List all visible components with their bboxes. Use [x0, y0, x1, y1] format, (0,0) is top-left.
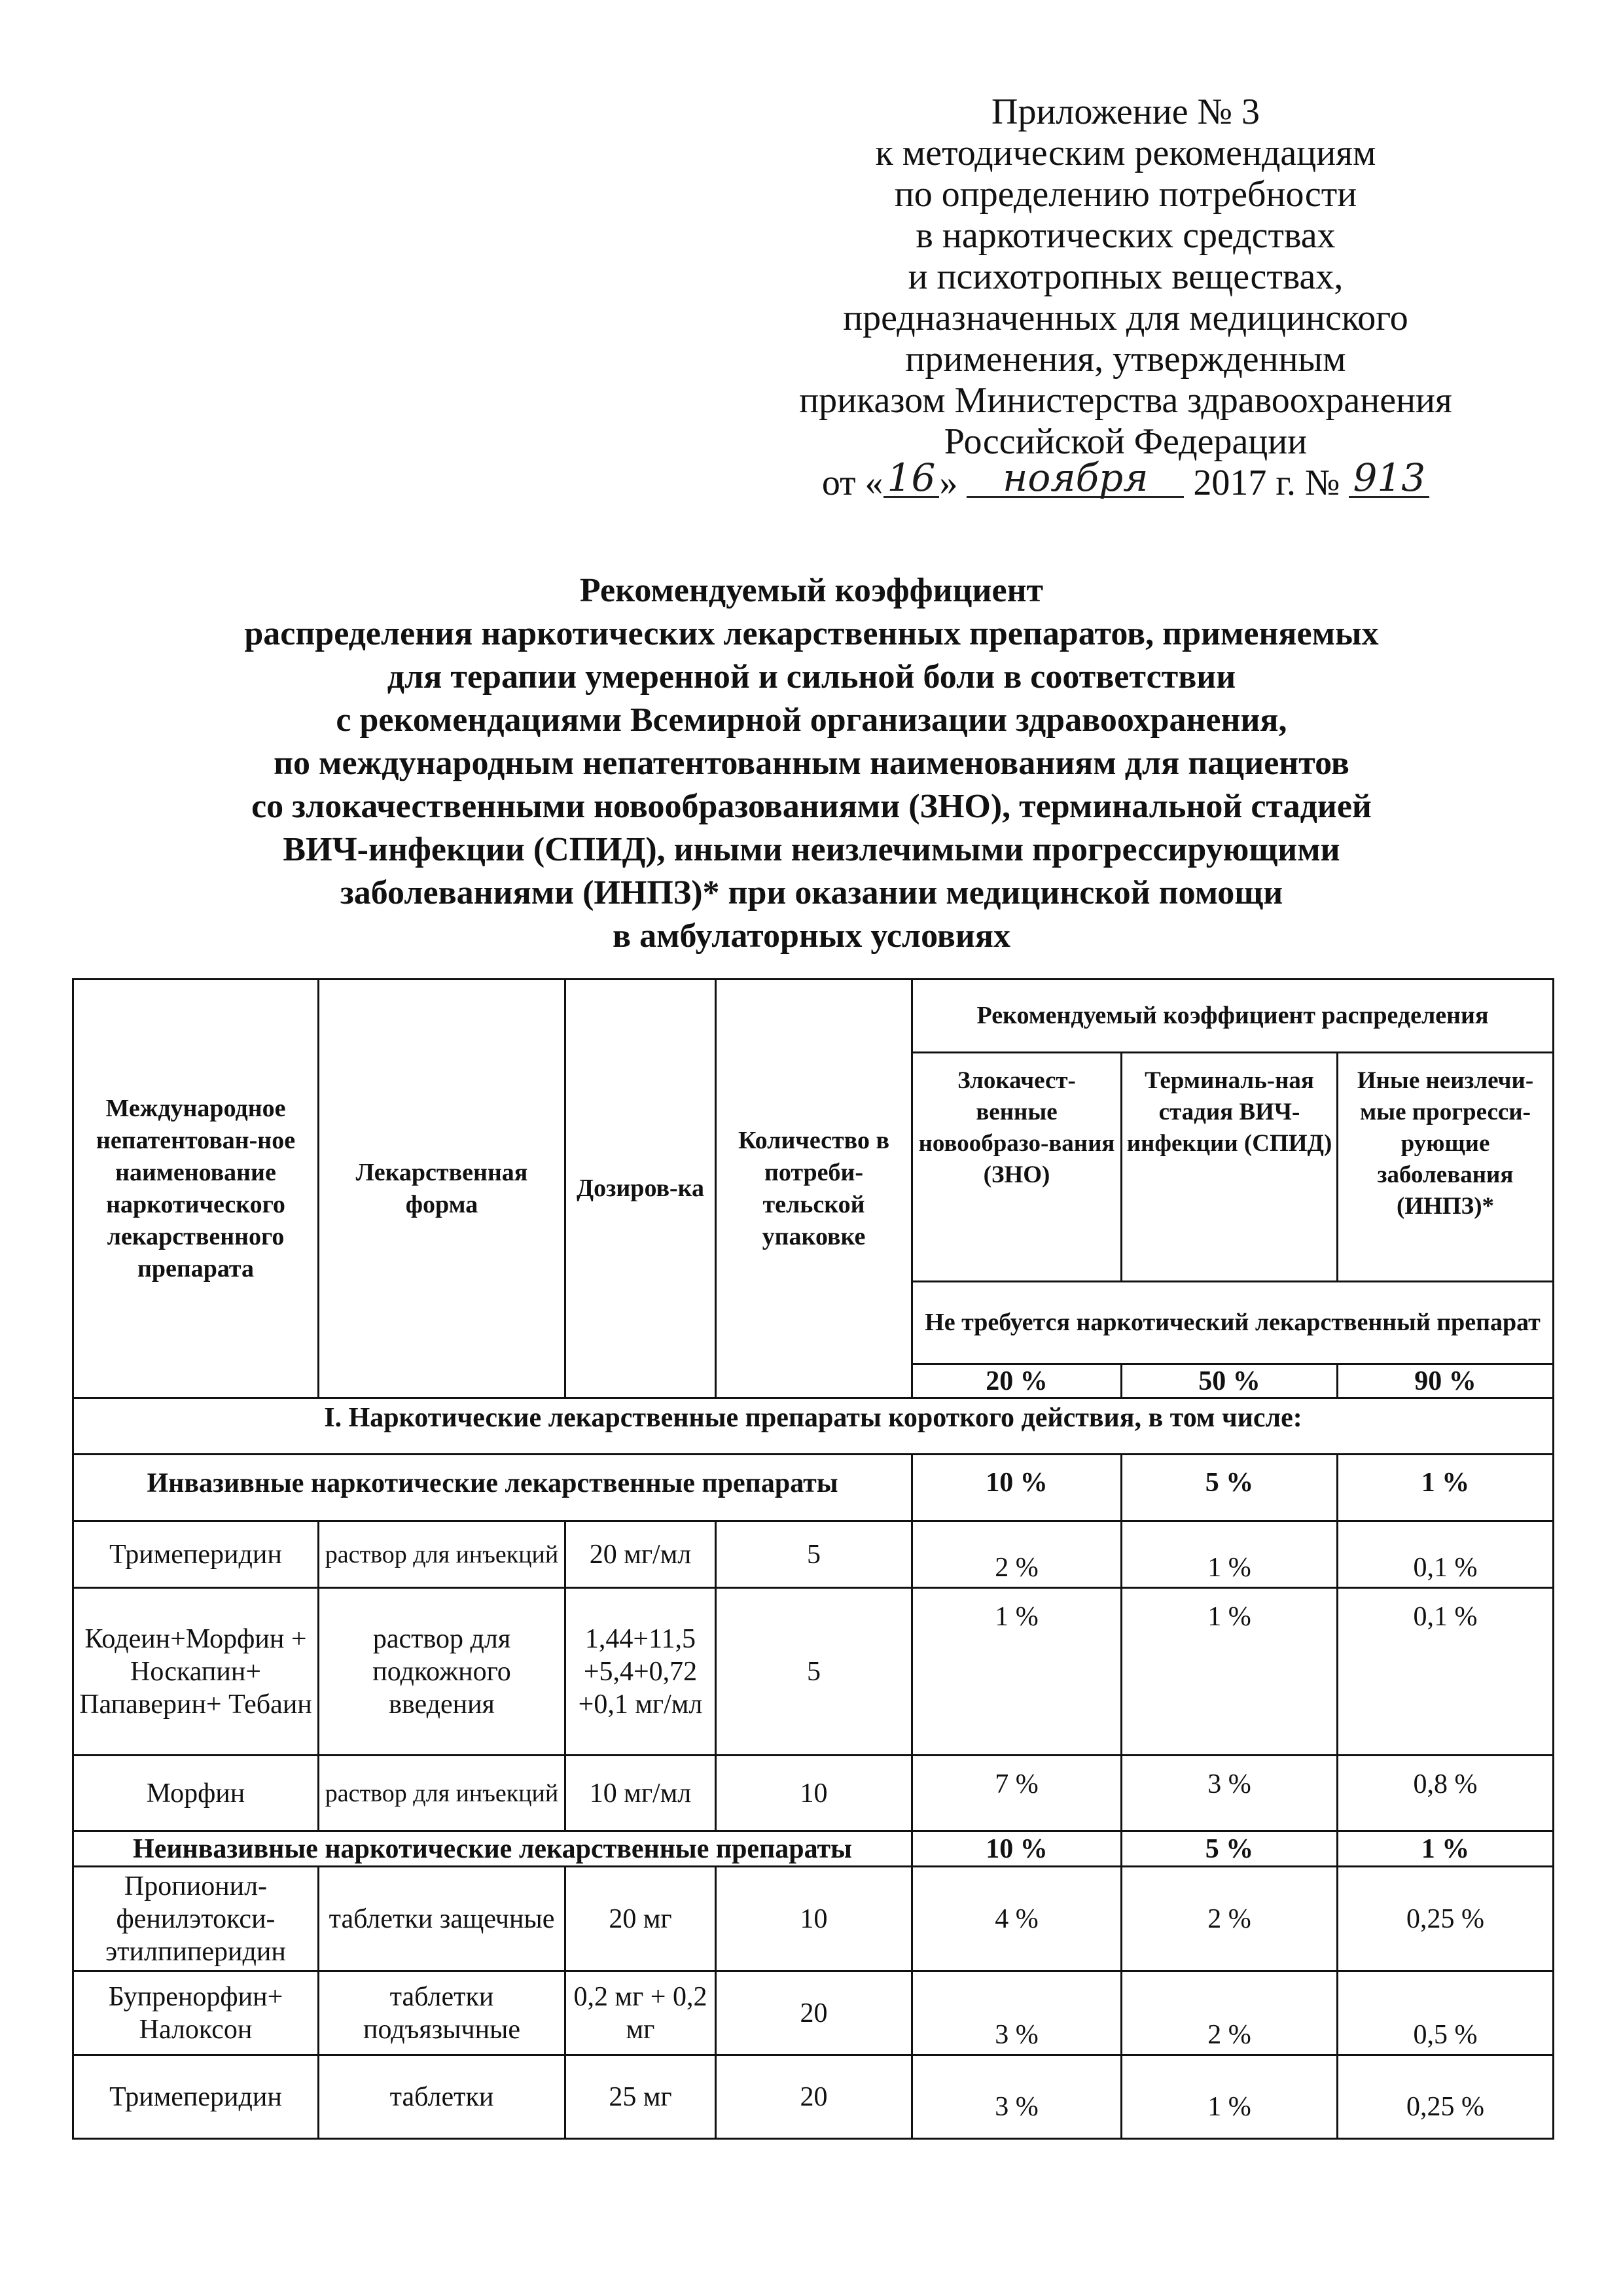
drug-name: Бупренорфин+ Налоксон	[73, 1971, 319, 2055]
subsection-row	[73, 1831, 1554, 1867]
handwritten-month: ноября	[967, 459, 1184, 498]
table-row	[73, 2055, 1554, 2139]
drug-name: Кодеин+Морфин + Носкапин+ Папаверин+ Тебаин	[73, 1588, 319, 1756]
drug-qty: 10	[716, 1756, 912, 1831]
table-row	[73, 1971, 1554, 2055]
drug-form: таблетки подъязычные	[319, 1971, 565, 2055]
handwritten-order-number: 913	[1349, 459, 1429, 498]
pct-inpz: 90 %	[1338, 1364, 1554, 1398]
appendix-line: по определению потребности	[894, 174, 1357, 215]
drug-zno: 4 %	[912, 1867, 1122, 1971]
pct-spid: 50 %	[1122, 1364, 1338, 1398]
drug-name: Тримеперидин	[73, 2055, 319, 2139]
drug-inpz: 0,25 %	[1338, 1867, 1554, 1971]
handwritten-day: 16	[883, 459, 940, 498]
coefficient-table	[72, 978, 1554, 2140]
invasive-inpz: 1 %	[1338, 1455, 1554, 1521]
order-date-line	[766, 455, 1486, 504]
appendix-line: к методическим рекомендациям	[875, 133, 1376, 173]
header-inpz: Иные неизлечи-мые прогресси-рующие заболевания (ИНПЗ)*	[1338, 1053, 1554, 1282]
title-line: заболеваниями (ИНПЗ)* при оказании медицинской помощи	[340, 874, 1283, 911]
appendix-header	[766, 92, 1486, 504]
drug-name: Морфин	[73, 1756, 319, 1831]
invasive-zno: 10 %	[912, 1455, 1122, 1521]
drug-zno: 2 %	[912, 1521, 1122, 1588]
drug-name: Тримеперидин	[73, 1521, 319, 1588]
drug-form: раствор для инъекций	[319, 1521, 565, 1588]
header-zno: Злокачест-венные новообразо-вания (ЗНО)	[912, 1053, 1122, 1282]
title-line: со злокачественными новообразованиями (ЗНО), терминальной стадией	[251, 788, 1372, 825]
header-spid: Терминаль-ная стадия ВИЧ-инфекции (СПИД)	[1122, 1053, 1338, 1282]
title-line: ВИЧ-инфекции (СПИД), иными неизлечимыми прогрессирующими	[283, 831, 1340, 868]
section-title: I. Наркотические лекарственные препараты короткого действия, в том числе:	[73, 1398, 1554, 1455]
drug-spid: 1 %	[1122, 1521, 1338, 1588]
drug-form: таблетки	[319, 2055, 565, 2139]
drug-dose: 10 мг/мл	[565, 1756, 716, 1831]
drug-spid: 2 %	[1122, 1971, 1338, 2055]
drug-form: раствор для инъекций	[319, 1756, 565, 1831]
drug-inpz: 0,5 %	[1338, 1971, 1554, 2055]
title-line: для терапии умеренной и сильной боли в соответствии	[387, 658, 1236, 696]
drug-form: раствор для подкожного введения	[319, 1588, 565, 1756]
drug-zno: 1 %	[912, 1588, 1122, 1756]
header-form: Лекарственная форма	[319, 980, 565, 1398]
appendix-line: применения, утвержденным	[905, 339, 1346, 380]
title-line: по международным непатентованным наименованиям для пациентов	[274, 745, 1349, 782]
header-qty: Количество в потреби-тельской упаковке	[716, 980, 912, 1398]
drug-zno: 7 %	[912, 1756, 1122, 1831]
drug-spid: 1 %	[1122, 1588, 1338, 1756]
noninvasive-spid: 5 %	[1122, 1831, 1338, 1867]
title-line: с рекомендациями Всемирной организации здравоохранения,	[336, 701, 1287, 739]
document-title	[65, 569, 1558, 958]
appendix-line: и психотропных веществах,	[908, 256, 1344, 297]
title-line: Рекомендуемый коэффициент	[579, 572, 1044, 609]
drug-inpz: 0,25 %	[1338, 2055, 1554, 2139]
subsection-noninvasive: Неинвазивные наркотические лекарственные препараты	[73, 1831, 912, 1867]
drug-inpz: 0,1 %	[1338, 1588, 1554, 1756]
drug-dose: 20 мг/мл	[565, 1521, 716, 1588]
drug-spid: 3 %	[1122, 1756, 1338, 1831]
table-row	[73, 1521, 1554, 1588]
section-row	[73, 1398, 1554, 1455]
date-mid: »	[939, 463, 967, 503]
drug-qty: 20	[716, 1971, 912, 2055]
date-prefix: от «	[821, 463, 883, 503]
drug-qty: 5	[716, 1588, 912, 1756]
drug-qty: 10	[716, 1867, 912, 1971]
header-name: Международное непатентован-ное наименование наркотического лекарственного препарата	[73, 980, 319, 1398]
title-line: распределения наркотических лекарственных препаратов, применяемых	[244, 615, 1379, 652]
appendix-line: Российской Федерации	[944, 421, 1308, 462]
drug-spid: 2 %	[1122, 1867, 1338, 1971]
appendix-line: в наркотических средствах	[916, 215, 1336, 256]
drug-name: Пропионил-фенилэтокси-этилпиперидин	[73, 1867, 319, 1971]
title-line: в амбулаторных условиях	[613, 917, 1010, 955]
invasive-spid: 5 %	[1122, 1455, 1338, 1521]
drug-qty: 20	[716, 2055, 912, 2139]
table-row	[73, 1756, 1554, 1831]
date-year: 2017 г. №	[1193, 463, 1340, 503]
table-row	[73, 1588, 1554, 1756]
subsection-invasive: Инвазивные наркотические лекарственные препараты	[73, 1455, 912, 1521]
appendix-line: Приложение № 3	[991, 92, 1260, 132]
noninvasive-zno: 10 %	[912, 1831, 1122, 1867]
drug-inpz: 0,1 %	[1338, 1521, 1554, 1588]
drug-dose: 20 мг	[565, 1867, 716, 1971]
drug-inpz: 0,8 %	[1338, 1756, 1554, 1831]
header-dose: Дозиров-ка	[565, 980, 716, 1398]
noninvasive-inpz: 1 %	[1338, 1831, 1554, 1867]
header-not-required: Не требуется наркотический лекарственный препарат	[912, 1282, 1554, 1364]
header-group: Рекомендуемый коэффициент распределения	[912, 980, 1554, 1053]
pct-zno: 20 %	[912, 1364, 1122, 1398]
header-row	[73, 980, 1554, 1053]
drug-spid: 1 %	[1122, 2055, 1338, 2139]
drug-form: таблетки защечные	[319, 1867, 565, 1971]
drug-qty: 5	[716, 1521, 912, 1588]
drug-zno: 3 %	[912, 1971, 1122, 2055]
drug-dose: 1,44+11,5 +5,4+0,72 +0,1 мг/мл	[565, 1588, 716, 1756]
appendix-line: предназначенных для медицинского	[843, 298, 1408, 338]
drug-dose: 25 мг	[565, 2055, 716, 2139]
drug-dose: 0,2 мг + 0,2 мг	[565, 1971, 716, 2055]
table-row	[73, 1867, 1554, 1971]
subsection-row	[73, 1455, 1554, 1521]
appendix-line: приказом Министерства здравоохранения	[799, 380, 1452, 421]
drug-zno: 3 %	[912, 2055, 1122, 2139]
